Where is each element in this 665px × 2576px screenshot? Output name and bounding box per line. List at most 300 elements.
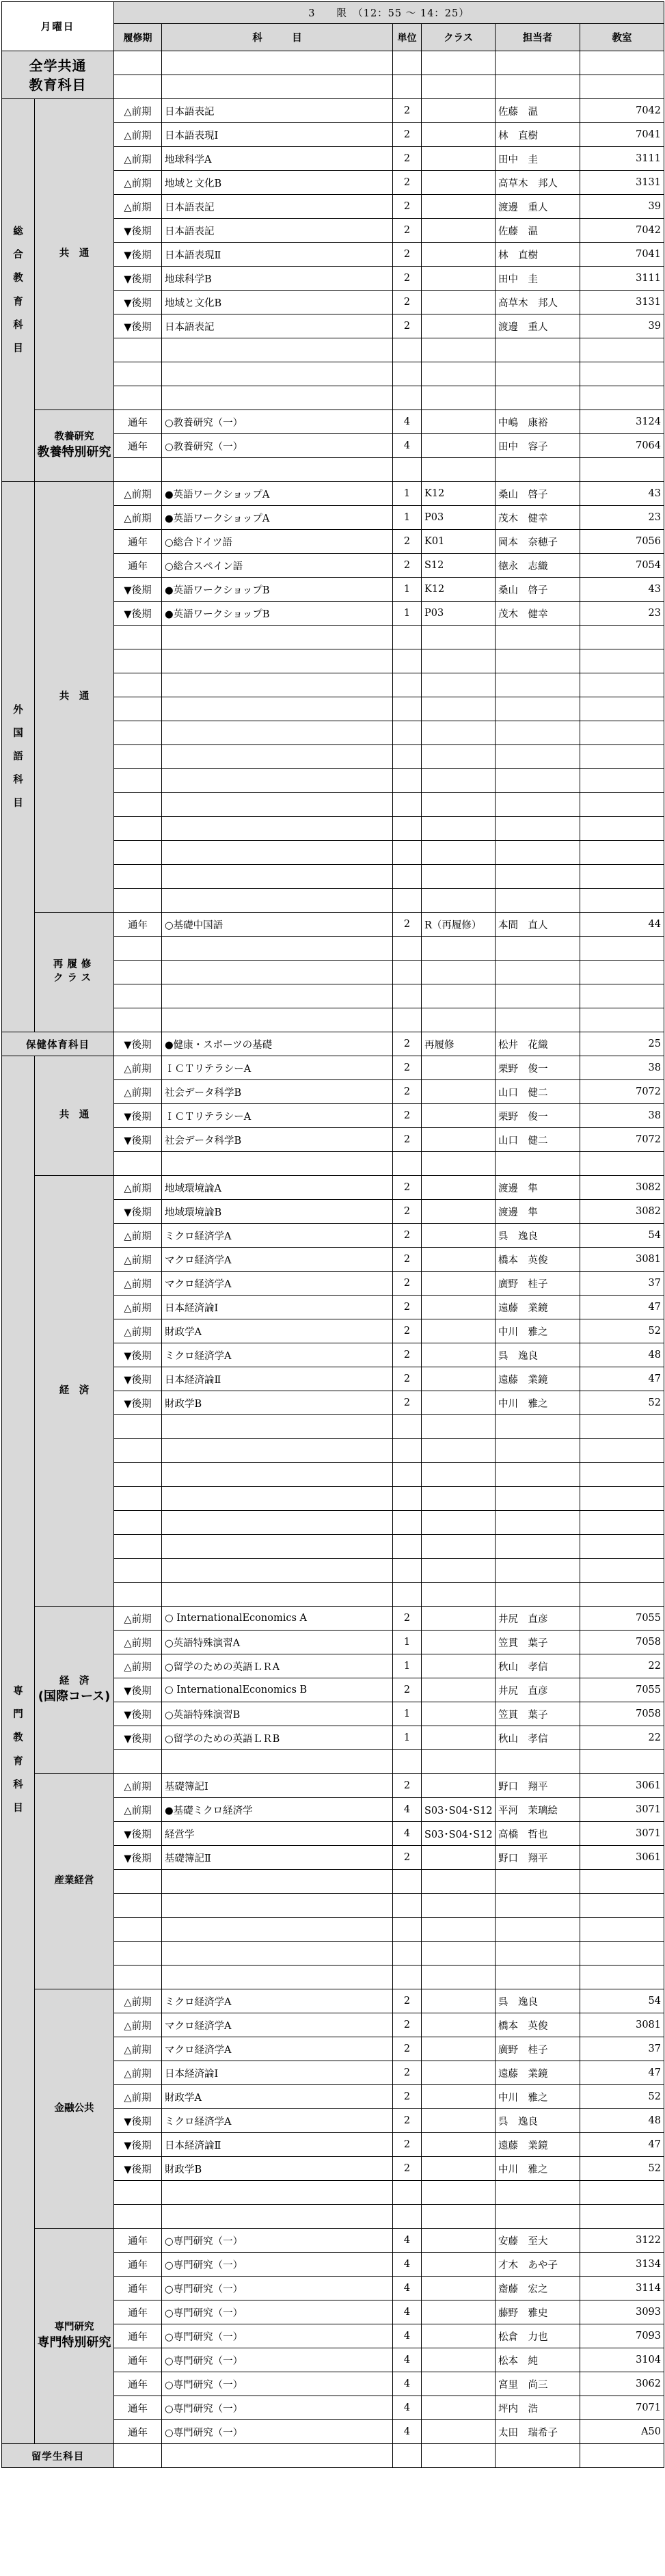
teacher-cell: 岡本 奈穂子 [496, 530, 580, 554]
room-cell [580, 817, 664, 841]
subject-cell: 日本語表記 [162, 195, 393, 219]
group-gaikokugo-kyotsu-label [35, 482, 114, 913]
teacher-cell [496, 1415, 580, 1439]
term-cell: ▼後期 [114, 314, 162, 338]
class-cell [422, 1989, 496, 2013]
teacher-cell [496, 1511, 580, 1535]
room-cell: 3093 [580, 2300, 664, 2324]
teacher-cell: 松本 純 [496, 2348, 580, 2372]
class-cell [422, 769, 496, 793]
term-cell: ▼後期 [114, 2109, 162, 2133]
room-cell: 23 [580, 602, 664, 626]
credit-cell: 4 [393, 434, 422, 458]
room-cell [580, 2444, 664, 2468]
room-cell: 43 [580, 482, 664, 506]
class-cell [422, 2324, 496, 2348]
subject-cell [162, 2181, 393, 2205]
room-cell: 47 [580, 2133, 664, 2157]
subject-cell [162, 1463, 393, 1487]
subject-cell: 日本語表現Ⅰ [162, 123, 393, 147]
class-cell [422, 2205, 496, 2229]
section-zengaku-label [2, 51, 114, 99]
room-cell [580, 1870, 664, 1894]
credit-cell: 4 [393, 2372, 422, 2396]
credit-cell: 2 [393, 1391, 422, 1415]
class-cell [422, 1367, 496, 1391]
credit-cell: 2 [393, 2109, 422, 2133]
section-label-text: 外国語科目 [13, 704, 23, 809]
room-cell [580, 386, 664, 410]
class-cell [422, 1583, 496, 1607]
table-row [2, 410, 664, 434]
room-cell: 3071 [580, 1798, 664, 1822]
room-cell [580, 721, 664, 745]
teacher-cell [496, 649, 580, 673]
subject-cell: ○教養研究（一） [162, 410, 393, 434]
teacher-cell: 橋本 英俊 [496, 2013, 580, 2037]
class-cell [422, 314, 496, 338]
teacher-cell [496, 362, 580, 386]
class-cell [422, 1248, 496, 1272]
teacher-cell [496, 386, 580, 410]
teacher-cell: 中川 雅之 [496, 2157, 580, 2181]
teacher-cell: 笠貫 葉子 [496, 1702, 580, 1726]
credit-cell: 2 [393, 1248, 422, 1272]
term-cell: ▼後期 [114, 1367, 162, 1391]
teacher-cell [496, 1152, 580, 1176]
subject-cell: 日本経済論Ⅰ [162, 1296, 393, 1319]
teacher-cell [496, 338, 580, 362]
class-cell [422, 1152, 496, 1176]
teacher-cell [496, 1487, 580, 1511]
room-cell [580, 1583, 664, 1607]
term-cell: 通年 [114, 913, 162, 937]
term-cell: ▼後期 [114, 2133, 162, 2157]
teacher-cell: 山口 健二 [496, 1080, 580, 1104]
credit-cell [393, 984, 422, 1008]
table-row [2, 1056, 664, 1080]
timetable [1, 1, 664, 2468]
credit-cell [393, 1965, 422, 1989]
credit-cell: 4 [393, 2277, 422, 2300]
room-cell: 52 [580, 2157, 664, 2181]
class-cell [422, 362, 496, 386]
teacher-cell: 秋山 孝信 [496, 1654, 580, 1678]
teacher-cell: 渡邊 重人 [496, 195, 580, 219]
term-cell [114, 1583, 162, 1607]
class-cell [422, 1200, 496, 1224]
header-subject: 科 目 [162, 24, 393, 51]
subject-cell [162, 1918, 393, 1942]
term-cell: △前期 [114, 1248, 162, 1272]
room-cell [580, 626, 664, 649]
room-cell: 3082 [580, 1176, 664, 1200]
room-cell [580, 961, 664, 984]
class-cell [422, 1965, 496, 1989]
teacher-cell: 安藤 至大 [496, 2229, 580, 2253]
room-cell [580, 697, 664, 721]
credit-cell [393, 1415, 422, 1439]
teacher-cell [496, 1942, 580, 1965]
section-label-text: 経 済 [59, 1675, 90, 1687]
teacher-cell: 田中 圭 [496, 267, 580, 291]
section-label-text: 経 済 [59, 1384, 90, 1396]
subject-cell [162, 458, 393, 482]
teacher-cell: 本間 直人 [496, 913, 580, 937]
credit-cell: 2 [393, 2037, 422, 2061]
credit-cell: 2 [393, 99, 422, 123]
term-cell [114, 745, 162, 769]
term-cell: △前期 [114, 1176, 162, 1200]
credit-cell: 2 [393, 243, 422, 267]
teacher-cell: 橋本 英俊 [496, 1248, 580, 1272]
teacher-cell: 笠貫 葉子 [496, 1631, 580, 1654]
term-cell [114, 1463, 162, 1487]
room-cell: 7072 [580, 1080, 664, 1104]
room-cell: 3061 [580, 1846, 664, 1870]
class-cell [422, 2133, 496, 2157]
subject-cell [162, 75, 393, 99]
section-label-text: 共 通 [59, 248, 90, 260]
term-cell [114, 984, 162, 1008]
subject-cell: 財政学A [162, 2085, 393, 2109]
room-cell: 23 [580, 506, 664, 530]
term-cell: △前期 [114, 1774, 162, 1798]
class-cell [422, 2348, 496, 2372]
table-row [2, 1774, 664, 1798]
room-cell [580, 1894, 664, 1918]
class-cell [422, 219, 496, 243]
subject-cell: 財政学A [162, 1319, 393, 1343]
credit-cell [393, 1894, 422, 1918]
table-row [2, 1607, 664, 1631]
class-cell [422, 2085, 496, 2109]
term-cell [114, 673, 162, 697]
teacher-cell: 渡邊 隼 [496, 1176, 580, 1200]
subject-cell: ○英語特殊演習B [162, 1702, 393, 1726]
credit-cell: 2 [393, 1343, 422, 1367]
credit-cell [393, 793, 422, 817]
class-cell [422, 865, 496, 889]
credit-cell [393, 51, 422, 75]
credit-cell [393, 937, 422, 961]
credit-cell: 2 [393, 314, 422, 338]
term-cell [114, 817, 162, 841]
class-cell [422, 1391, 496, 1415]
class-cell [422, 2396, 496, 2420]
term-cell [114, 1415, 162, 1439]
section-sogo-label [2, 99, 35, 482]
room-cell [580, 937, 664, 961]
credit-cell: 2 [393, 171, 422, 195]
subject-cell: マクロ経済学A [162, 1272, 393, 1296]
room-cell: 3062 [580, 2372, 664, 2396]
class-cell [422, 1511, 496, 1535]
class-cell [422, 1487, 496, 1511]
subject-cell [162, 697, 393, 721]
teacher-cell [496, 1750, 580, 1774]
teacher-cell [496, 745, 580, 769]
credit-cell [393, 2181, 422, 2205]
class-cell [422, 1654, 496, 1678]
class-cell [422, 1535, 496, 1559]
credit-cell: 1 [393, 1654, 422, 1678]
subject-cell: ○留学のための英語ＬＲB [162, 1726, 393, 1750]
term-cell: △前期 [114, 1654, 162, 1678]
table-row [2, 1989, 664, 2013]
term-cell: ▼後期 [114, 267, 162, 291]
room-cell: 37 [580, 1272, 664, 1296]
term-cell: ▼後期 [114, 1343, 162, 1367]
teacher-cell: 桑山 啓子 [496, 578, 580, 602]
room-cell [580, 889, 664, 913]
credit-cell [393, 697, 422, 721]
group-senmon-keizai-label [35, 1176, 114, 1607]
teacher-cell [496, 697, 580, 721]
term-cell: ▼後期 [114, 243, 162, 267]
teacher-cell: 中川 雅之 [496, 2085, 580, 2109]
term-cell: 通年 [114, 2324, 162, 2348]
room-cell: 3061 [580, 1774, 664, 1798]
subject-cell [162, 1583, 393, 1607]
subject-cell: マクロ経済学A [162, 2037, 393, 2061]
subject-cell: 日本語表記 [162, 314, 393, 338]
credit-cell: 2 [393, 1272, 422, 1296]
room-cell: 54 [580, 1224, 664, 1248]
subject-cell: ●英語ワークショップA [162, 482, 393, 506]
room-cell: 47 [580, 1296, 664, 1319]
table-row [2, 1176, 664, 1200]
room-cell: 44 [580, 913, 664, 937]
subject-cell: 日本経済論Ⅱ [162, 1367, 393, 1391]
credit-cell: 4 [393, 2348, 422, 2372]
room-cell: 3104 [580, 2348, 664, 2372]
teacher-cell [496, 51, 580, 75]
room-cell: 7042 [580, 99, 664, 123]
credit-cell [393, 1152, 422, 1176]
class-cell [422, 75, 496, 99]
table-row [2, 482, 664, 506]
credit-cell: 1 [393, 602, 422, 626]
section-label-line: 再履修 [53, 959, 96, 971]
teacher-cell [496, 75, 580, 99]
credit-cell [393, 2205, 422, 2229]
room-cell: 47 [580, 2061, 664, 2085]
table-row [2, 2229, 664, 2253]
subject-cell: ○専門研究（一） [162, 2229, 393, 2253]
teacher-cell [496, 769, 580, 793]
room-cell [580, 1535, 664, 1559]
class-cell [422, 2157, 496, 2181]
credit-cell [393, 865, 422, 889]
credit-cell [393, 1463, 422, 1487]
room-cell: 7042 [580, 219, 664, 243]
subject-cell [162, 649, 393, 673]
class-cell [422, 2061, 496, 2085]
subject-cell [162, 745, 393, 769]
room-cell [580, 769, 664, 793]
credit-cell [393, 721, 422, 745]
class-cell [422, 1559, 496, 1583]
term-cell [114, 961, 162, 984]
section-hoken-label [2, 1032, 114, 1056]
credit-cell: 2 [393, 2133, 422, 2157]
credit-cell [393, 1487, 422, 1511]
teacher-cell: 栗野 俊一 [496, 1104, 580, 1128]
term-cell: △前期 [114, 171, 162, 195]
subject-cell: ○専門研究（一） [162, 2348, 393, 2372]
subject-cell: 日本語表現Ⅱ [162, 243, 393, 267]
teacher-cell: 才木 あや子 [496, 2253, 580, 2277]
credit-cell: 2 [393, 2157, 422, 2181]
term-cell: 通年 [114, 2253, 162, 2277]
subject-cell: 社会データ科学B [162, 1080, 393, 1104]
class-cell [422, 1726, 496, 1750]
subject-cell: ○専門研究（一） [162, 2300, 393, 2324]
subject-cell: 社会データ科学B [162, 1128, 393, 1152]
teacher-cell: 秋山 孝信 [496, 1726, 580, 1750]
teacher-cell: 廣野 桂子 [496, 1272, 580, 1296]
credit-cell: 2 [393, 1176, 422, 1200]
credit-cell: 4 [393, 2253, 422, 2277]
room-cell: A50 [580, 2420, 664, 2444]
teacher-cell: 中川 雅之 [496, 1391, 580, 1415]
term-cell [114, 1487, 162, 1511]
group-senmon-keizai_intl-label [35, 1607, 114, 1774]
class-cell [422, 1272, 496, 1296]
teacher-cell [496, 793, 580, 817]
day-title: 月曜日 [2, 2, 114, 51]
section-label-text: 産業経営 [54, 1875, 94, 1887]
section-label-text: 保健体育科目 [26, 1039, 90, 1051]
subject-cell [162, 817, 393, 841]
teacher-cell [496, 626, 580, 649]
term-cell: △前期 [114, 1989, 162, 2013]
class-cell: 再履修 [422, 1032, 496, 1056]
class-cell [422, 267, 496, 291]
credit-cell: 2 [393, 1846, 422, 1870]
subject-cell: ○専門研究（一） [162, 2420, 393, 2444]
term-cell [114, 75, 162, 99]
class-cell [422, 51, 496, 75]
credit-cell [393, 338, 422, 362]
credit-cell [393, 817, 422, 841]
room-cell: 7054 [580, 554, 664, 578]
subject-cell: 日本経済論Ⅱ [162, 2133, 393, 2157]
subject-cell: 財政学B [162, 2157, 393, 2181]
credit-cell: 2 [393, 1224, 422, 1248]
credit-cell [393, 386, 422, 410]
room-cell [580, 1750, 664, 1774]
credit-cell [393, 1942, 422, 1965]
term-cell: 通年 [114, 530, 162, 554]
subject-cell: ミクロ経済学A [162, 1989, 393, 2013]
term-cell: ▼後期 [114, 578, 162, 602]
credit-cell: 2 [393, 1774, 422, 1798]
teacher-cell [496, 865, 580, 889]
term-cell: 通年 [114, 2348, 162, 2372]
credit-cell: 1 [393, 1726, 422, 1750]
credit-cell: 2 [393, 1104, 422, 1128]
credit-cell: 2 [393, 1080, 422, 1104]
room-cell [580, 984, 664, 1008]
teacher-cell: 高草木 邦人 [496, 291, 580, 314]
term-cell: ▼後期 [114, 1200, 162, 1224]
teacher-cell [496, 817, 580, 841]
subject-cell [162, 793, 393, 817]
subject-cell: 日本語表記 [162, 219, 393, 243]
term-cell [114, 2444, 162, 2468]
teacher-cell: 高草木 邦人 [496, 171, 580, 195]
class-cell [422, 410, 496, 434]
room-cell: 3124 [580, 410, 664, 434]
class-cell [422, 2372, 496, 2396]
term-cell [114, 721, 162, 745]
term-cell [114, 1152, 162, 1176]
room-cell: 48 [580, 2109, 664, 2133]
term-cell [114, 1750, 162, 1774]
term-cell [114, 1535, 162, 1559]
room-cell: 25 [580, 1032, 664, 1056]
room-cell: 22 [580, 1654, 664, 1678]
term-cell: △前期 [114, 1631, 162, 1654]
room-cell [580, 1559, 664, 1583]
subject-cell [162, 1535, 393, 1559]
class-cell [422, 2037, 496, 2061]
credit-cell: 4 [393, 2420, 422, 2444]
room-cell: 52 [580, 1319, 664, 1343]
credit-cell [393, 961, 422, 984]
credit-cell [393, 1918, 422, 1942]
subject-cell [162, 1870, 393, 1894]
room-cell [580, 649, 664, 673]
class-cell: P03 [422, 602, 496, 626]
room-cell: 7056 [580, 530, 664, 554]
teacher-cell [496, 721, 580, 745]
subject-cell: ○英語特殊演習A [162, 1631, 393, 1654]
credit-cell: 2 [393, 2061, 422, 2085]
section-label-text: 専門教育科目 [13, 1686, 23, 1814]
subject-cell: 日本語表記 [162, 99, 393, 123]
term-cell: △前期 [114, 2085, 162, 2109]
credit-cell [393, 458, 422, 482]
group-sogo-kyotsu-label [35, 99, 114, 410]
teacher-cell [496, 2181, 580, 2205]
teacher-cell: 佐藤 温 [496, 99, 580, 123]
class-cell [422, 626, 496, 649]
credit-cell: 2 [393, 1032, 422, 1056]
term-cell: △前期 [114, 2061, 162, 2085]
class-cell [422, 1870, 496, 1894]
room-cell: 7041 [580, 123, 664, 147]
subject-cell [162, 984, 393, 1008]
subject-cell: 財政学B [162, 1391, 393, 1415]
credit-cell: 1 [393, 482, 422, 506]
subject-cell: ミクロ経済学A [162, 2109, 393, 2133]
teacher-cell [496, 937, 580, 961]
group-kyoyo-label [35, 410, 114, 482]
term-cell [114, 2181, 162, 2205]
class-cell [422, 745, 496, 769]
teacher-cell: 平河 茉璃絵 [496, 1798, 580, 1822]
class-cell [422, 2444, 496, 2468]
subject-cell [162, 1750, 393, 1774]
subject-cell [162, 1559, 393, 1583]
class-cell [422, 1607, 496, 1631]
teacher-cell: 呉 逸良 [496, 2109, 580, 2133]
term-cell: ▼後期 [114, 291, 162, 314]
class-cell [422, 1104, 496, 1128]
